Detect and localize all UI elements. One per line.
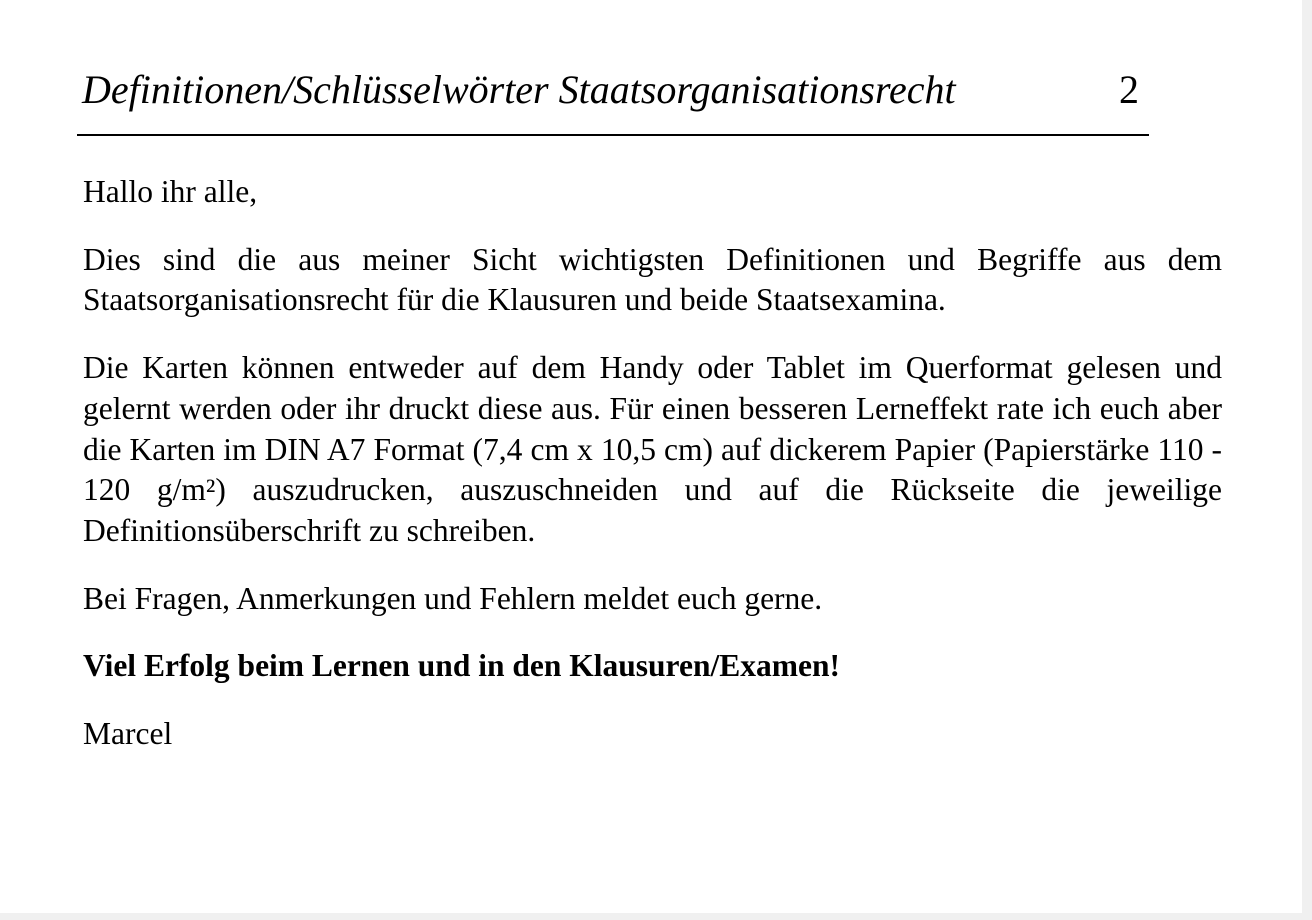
usage-paragraph: Die Karten können entweder auf dem Handy oder Tablet im Querformat gelesen und gelernt werden oder ihr druckt diese aus. Für einen besseren Lerneffekt rate ich euch aber die Karten im DIN A7 Format (7,4 cm x 10,5 cm) auf dickerem Papier (Papierstärke 110 - 120 g/m²) auszudrucken, auszuschneiden und auf die Rückseite die jeweilige Definitionsüberschrift zu schreiben. xyxy=(83,350,1222,548)
page-number: 2 xyxy=(1119,67,1139,112)
page-header xyxy=(82,64,1148,120)
closing-text: Viel Erfolg beim Lernen und in den Klausuren/Examen! xyxy=(83,648,840,684)
header-title: Definitionen/Schlüsselwörter Staatsorganisationsrecht xyxy=(82,67,956,112)
intro-paragraph: Dies sind die aus meiner Sicht wichtigsten Definitionen und Begriffe aus dem Staatsorganisationsrecht für die Klausuren und beide Staatsexamina. xyxy=(83,241,1222,318)
signature-text: Marcel xyxy=(83,716,173,752)
questions-paragraph: Bei Fragen, Anmerkungen und Fehlern meldet euch gerne. xyxy=(83,580,823,616)
document-body xyxy=(83,172,1222,782)
header-divider xyxy=(77,134,1149,136)
greeting-text: Hallo ihr alle, xyxy=(83,174,258,209)
